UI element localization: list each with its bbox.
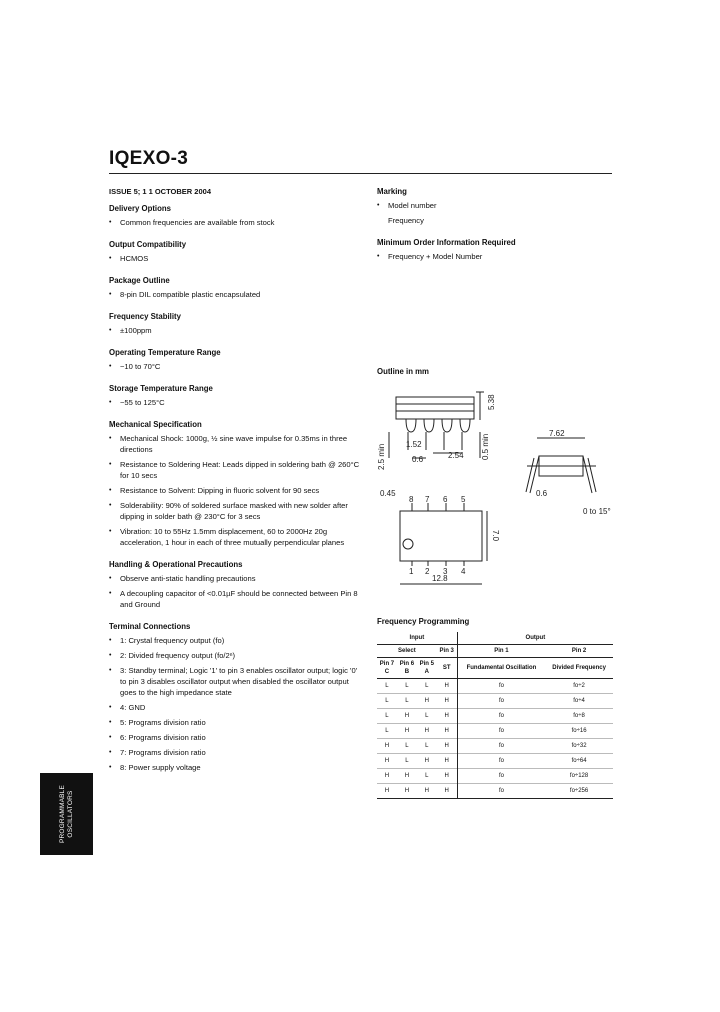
list-item: • Resistance to Solvent: Dipping in fluoric solvent for 90 secs	[109, 485, 364, 496]
table-cell: H	[437, 769, 458, 784]
table-cell: L	[377, 694, 397, 709]
table-cell: H	[437, 694, 458, 709]
table-cell: fo	[457, 709, 545, 724]
table-cell: fo÷4	[545, 694, 613, 709]
section-heading: Package Outline	[109, 276, 170, 285]
table-cell: L	[417, 709, 437, 724]
section-heading: Frequency Stability	[109, 312, 181, 321]
section-side-tab	[40, 773, 93, 855]
table-cell: fo	[457, 724, 545, 739]
side-view-body	[396, 397, 474, 419]
side-lead	[460, 419, 470, 432]
table-cell: fo	[457, 739, 545, 754]
list-item: • Mechanical Shock: 1000g, ½ sine wave impulse for 0.35ms in three directions	[109, 433, 364, 455]
table-cell: H	[397, 784, 417, 799]
header-pin3: Pin 3	[437, 645, 458, 658]
table-cell: H	[437, 724, 458, 739]
table-cell: L	[377, 709, 397, 724]
list-item: • A decoupling capacitor of <0.01µF should be connected between Pin 8 and Ground	[109, 588, 364, 610]
section-heading: Output Compatibility	[109, 240, 187, 249]
table-cell: H	[437, 679, 458, 694]
list-item: • Resistance to Soldering Heat: Leads dipped in soldering bath @ 260°C for 10 secs	[109, 459, 364, 481]
table-cell: fo÷64	[545, 754, 613, 769]
side-tab-line1: PROGRAMMABLE	[58, 784, 66, 844]
table-cell: fo	[457, 679, 545, 694]
outline-drawing	[370, 380, 615, 595]
pin-label: 2	[425, 567, 430, 576]
dim-0-5-min: 0.5 min	[481, 433, 490, 460]
table-cell: H	[437, 739, 458, 754]
table-cell: L	[397, 739, 417, 754]
table-cell: H	[417, 784, 437, 799]
list-item: • 4: GND	[109, 702, 364, 713]
section-storage-temperature	[109, 384, 364, 408]
list-item: • 3: Standby terminal; Logic '1' to pin 3 enables oscillator output; logic '0' to pin 3 disables oscillator output when disabled the oscillator output goes to the high impedance state	[109, 665, 364, 698]
end-view-lead	[588, 458, 596, 492]
dim-7-0: 7.0	[491, 530, 500, 542]
table-cell: H	[377, 769, 397, 784]
list-item: • Observe anti-static handling precautions	[109, 573, 364, 584]
side-tab-line2: OSCILLATORS	[66, 790, 74, 838]
list-item: • Model number	[377, 200, 617, 211]
pin-label: 8	[409, 495, 414, 504]
table-cell: fo	[457, 694, 545, 709]
table-cell: L	[397, 694, 417, 709]
side-tab-label	[59, 785, 75, 843]
page-title: IQEXO-3	[109, 148, 189, 169]
header-pin1: Pin 1	[457, 645, 545, 658]
list-item: • −10 to 70°C	[109, 361, 364, 372]
dim-1-52: 1.52	[406, 440, 422, 449]
list-item: • Frequency + Model Number	[377, 251, 617, 262]
dim-0-45: 0.45	[380, 489, 396, 498]
header-b-label: B	[404, 669, 410, 675]
header-output: Output	[457, 632, 613, 645]
title-rule	[109, 173, 612, 174]
side-lead	[424, 419, 434, 432]
table-row	[377, 754, 613, 769]
table-row	[377, 784, 613, 799]
table-cell: L	[377, 724, 397, 739]
table-cell: H	[437, 784, 458, 799]
pin-label: 1	[409, 567, 414, 576]
section-heading: Marking	[377, 187, 407, 196]
table-cell: H	[377, 739, 397, 754]
table-cell: fo÷16	[545, 724, 613, 739]
section-heading: Operating Temperature Range	[109, 348, 221, 357]
table-cell: H	[397, 709, 417, 724]
table-cell: L	[417, 679, 437, 694]
header-pin5	[417, 658, 437, 679]
table-row	[377, 724, 613, 739]
side-view	[389, 392, 484, 458]
pin-label: 5	[461, 495, 466, 504]
dim-12-8: 12.8	[432, 574, 448, 583]
table-cell: L	[377, 679, 397, 694]
table-cell: H	[417, 754, 437, 769]
table-cell: L	[397, 679, 417, 694]
header-pin7	[377, 658, 397, 679]
list-item: • −55 to 125°C	[109, 397, 364, 408]
top-view-body	[400, 511, 482, 561]
header-pin6	[397, 658, 417, 679]
pin-label: 6	[443, 495, 448, 504]
pin-label: 7	[425, 495, 430, 504]
section-heading: Delivery Options	[109, 204, 171, 213]
dim-0-6: 0.6	[412, 455, 424, 464]
end-view-lead	[530, 456, 539, 493]
pin-label: 4	[461, 567, 466, 576]
section-min-order	[377, 238, 617, 262]
table-cell: fo	[457, 784, 545, 799]
list-item: Frequency	[388, 216, 424, 225]
table-row	[377, 679, 613, 694]
section-handling-precautions	[109, 560, 364, 610]
table-cell: H	[437, 754, 458, 769]
header-st: ST	[437, 658, 458, 679]
dim-7-62: 7.62	[549, 429, 565, 438]
table-cell: fo÷2	[545, 679, 613, 694]
section-heading: Terminal Connections	[109, 622, 191, 631]
table-cell: fo÷8	[545, 709, 613, 724]
issue-date: ISSUE 5; 1 1 OCTOBER 2004	[109, 187, 211, 196]
table-cell: L	[397, 754, 417, 769]
section-output-compatibility	[109, 240, 364, 264]
table-cell: H	[417, 694, 437, 709]
header-fundamental: Fundamental Oscillation	[457, 658, 545, 679]
list-item: • 7: Programs division ratio	[109, 747, 364, 758]
list-item: • Solderability: 90% of soldered surface masked with new solder after dipping in solder bath @ 230°C for 3 secs	[109, 500, 364, 522]
list-item: • ±100ppm	[109, 325, 364, 336]
freq-programming-title: Frequency Programming	[377, 617, 470, 626]
list-item: • HCMOS	[109, 253, 364, 264]
table-row	[377, 709, 613, 724]
table-cell: H	[397, 724, 417, 739]
header-pin7-label: Pin 7	[379, 661, 395, 667]
table-row	[377, 694, 613, 709]
section-mechanical-specification	[109, 420, 364, 548]
section-heading: Mechanical Specification	[109, 420, 202, 429]
header-divided: Divided Frequency	[545, 658, 613, 679]
table-cell: L	[417, 739, 437, 754]
side-lead	[406, 419, 416, 432]
table-cell: H	[377, 784, 397, 799]
end-view-lead	[526, 458, 534, 492]
section-frequency-stability	[109, 312, 364, 336]
table-row	[377, 769, 613, 784]
list-item: • Common frequencies are available from stock	[109, 217, 364, 228]
side-lead	[442, 419, 452, 432]
list-item: • 5: Programs division ratio	[109, 717, 364, 728]
dim-2-5-min: 2.5 min	[377, 443, 386, 470]
section-delivery-options	[109, 204, 364, 228]
table-cell: H	[437, 709, 458, 724]
header-input: Input	[377, 632, 457, 645]
header-pin2: Pin 2	[545, 645, 613, 658]
table-cell: H	[417, 724, 437, 739]
header-pin6-label: Pin 6	[399, 661, 415, 667]
list-item: • 1: Crystal frequency output (fo)	[109, 635, 364, 646]
table-cell: L	[417, 769, 437, 784]
freq-programming-table	[377, 632, 613, 799]
header-c-label: C	[384, 669, 390, 675]
list-item: • Vibration: 10 to 55Hz 1.5mm displacement, 60 to 2000Hz 20g acceleration, 1 hour in each of three mutually perpendicular planes	[109, 526, 364, 548]
table-cell: fo÷256	[545, 784, 613, 799]
table-cell: H	[397, 769, 417, 784]
table-cell: H	[377, 754, 397, 769]
dim-2-54: 2.54	[448, 451, 464, 460]
table-cell: fo	[457, 769, 545, 784]
dim-5-38: 5.38	[487, 394, 496, 410]
list-item: • 2: Divided frequency output (fo/2ⁿ)	[109, 650, 364, 661]
end-view-lead	[583, 456, 592, 493]
pin1-mark	[403, 539, 413, 549]
table-cell: fo÷128	[545, 769, 613, 784]
table-cell: fo÷32	[545, 739, 613, 754]
right-column	[377, 187, 617, 274]
list-item: • 8: Power supply voltage	[109, 762, 364, 773]
section-terminal-connections	[109, 622, 364, 773]
end-view	[526, 438, 596, 493]
left-column	[109, 187, 364, 785]
pin-label: 3	[443, 567, 448, 576]
list-item: • 8-pin DIL compatible plastic encapsulated	[109, 289, 364, 300]
list-item: • 6: Programs division ratio	[109, 732, 364, 743]
section-operating-temperature	[109, 348, 364, 372]
section-marking	[377, 187, 617, 226]
header-select: Select	[377, 645, 437, 658]
dim-angle: 0 to 15°	[583, 507, 611, 516]
header-pin5-label: Pin 5	[419, 661, 434, 667]
section-package-outline	[109, 276, 364, 300]
section-heading: Storage Temperature Range	[109, 384, 213, 393]
outline-title: Outline in mm	[377, 367, 429, 376]
section-heading: Handling & Operational Precautions	[109, 560, 243, 569]
section-heading: Minimum Order Information Required	[377, 238, 516, 247]
table-cell: fo	[457, 754, 545, 769]
table-row	[377, 739, 613, 754]
header-a-label: A	[424, 669, 429, 675]
dim-lead-0-6: 0.6	[536, 489, 548, 498]
